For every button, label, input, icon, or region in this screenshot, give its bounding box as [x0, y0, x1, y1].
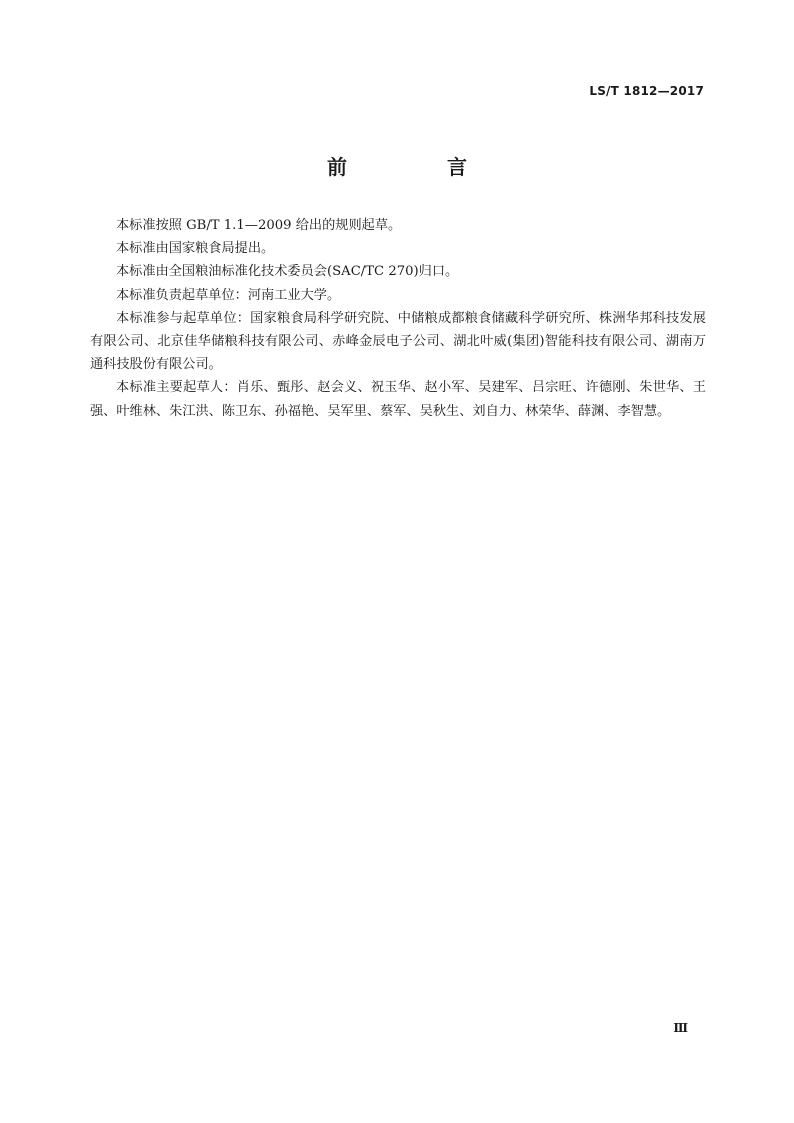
paragraph-main-drafters: 本标准主要起草人：肖乐、甄彤、赵会义、祝玉华、赵小军、吴建军、吕宗旺、许德刚、朱世华、王强、叶维林、朱江洪、陈卫东、孙福艳、吴军里、蔡军、吴秋生、刘自力、林荣华、薛渊、李智慧。 — [90, 380, 706, 419]
paragraph-drafting-rules: 本标准按照 GB/T 1.1—2009 给出的规则起草。 — [116, 218, 402, 233]
page-title: 前 言 — [327, 155, 507, 179]
paragraph-committee: 本标准由全国粮油标准化技术委员会(SAC/TC 270)归口。 — [116, 264, 459, 280]
paragraph-participating-units: 本标准参与起草单位：国家粮食局科学研究院、中储粮成都粮食储藏科学研究所、株洲华邦科技发展有限公司、北京佳华储粮科技有限公司、赤峰金辰电子公司、湖北叶威(集团)智能科技有限公司、湖南万通科技股份有限公司。 — [90, 310, 706, 373]
page-number: Ⅲ — [673, 1021, 688, 1035]
standard-code: LS/T 1812—2017 — [589, 84, 704, 98]
body-text — [90, 214, 706, 423]
paragraph-responsible-drafter: 本标准负责起草单位：河南工业大学。 — [116, 287, 341, 303]
paragraph-proposer: 本标准由国家粮食局提出。 — [116, 241, 275, 257]
